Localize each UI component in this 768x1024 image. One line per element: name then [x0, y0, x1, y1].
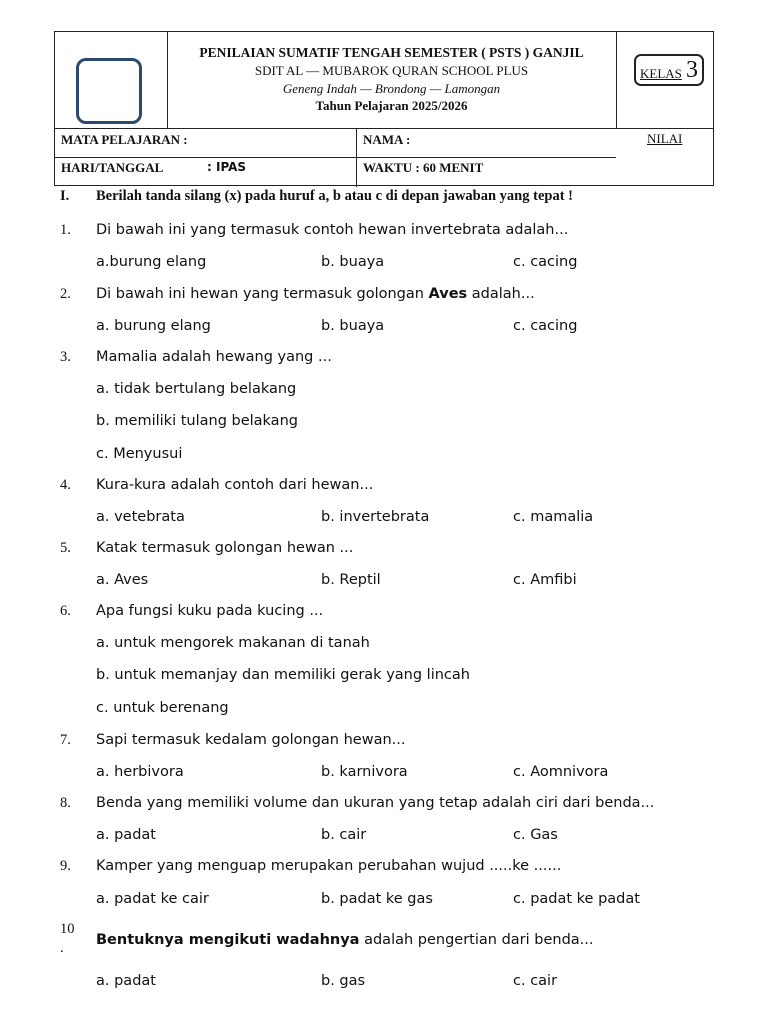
exam-title-block	[167, 32, 616, 128]
option-a[interactable]: a. padat	[96, 973, 156, 989]
option-a[interactable]: a. burung elang	[96, 318, 211, 334]
option-c[interactable]: c. Amfibi	[513, 572, 577, 588]
option-a[interactable]: a. untuk mengorek makanan di tanah	[96, 635, 370, 651]
question-number: 6.	[60, 603, 71, 619]
kelas-label: KELAS	[640, 66, 682, 81]
option-b[interactable]: b. buaya	[321, 318, 385, 334]
option-b[interactable]: b. invertebrata	[321, 509, 430, 525]
option-b[interactable]: b. buaya	[321, 254, 385, 270]
divider	[616, 128, 713, 129]
logo-cell	[55, 32, 168, 128]
divider	[356, 128, 357, 187]
option-a[interactable]: a.burung elang	[96, 254, 207, 270]
divider	[55, 157, 616, 158]
question-number: 5.	[60, 540, 71, 556]
option-c[interactable]: c. Menyusui	[96, 446, 183, 462]
option-a[interactable]: a. Aves	[96, 572, 149, 588]
question-text: Di bawah ini yang termasuk contoh hewan invertebrata adalah...	[96, 222, 569, 238]
question-text: Katak termasuk golongan hewan ...	[96, 540, 354, 556]
question-number: 1.	[60, 222, 71, 238]
option-c[interactable]: c. cacing	[513, 254, 578, 270]
school-address: Geneng Indah — Brondong — Lamongan	[282, 81, 501, 96]
option-b[interactable]: b. gas	[321, 973, 366, 989]
question-text-bold: Aves	[428, 286, 468, 302]
kelas-cell	[616, 32, 714, 128]
school-logo-placeholder	[76, 58, 142, 124]
option-a[interactable]: a. padat	[96, 827, 156, 843]
question-number: 9.	[60, 858, 71, 874]
question-text: Benda yang memiliki volume dan ukuran yang tetap adalah ciri dari benda...	[96, 795, 655, 811]
question-text: Kura-kura adalah contoh dari hewan...	[96, 477, 374, 493]
option-b[interactable]: b. padat ke gas	[321, 891, 433, 907]
kelas-value: 3	[686, 57, 698, 83]
mata-pelajaran-field[interactable]: MATA PELAJARAN :	[61, 132, 188, 147]
kelas-badge	[634, 54, 704, 86]
nilai-field[interactable]: NILAI	[647, 131, 683, 146]
waktu-field: WAKTU : 60 MENIT	[363, 160, 484, 175]
option-a[interactable]: a. padat ke cair	[96, 891, 209, 907]
question-text: Sapi termasuk kedalam golongan hewan...	[96, 732, 406, 748]
question-text-bold: Bentuknya mengikuti wadahnya	[96, 932, 360, 948]
question-number-dot: .	[60, 940, 64, 956]
question-text: Kamper yang menguap merupakan perubahan wujud .....ke ......	[96, 858, 562, 874]
option-c[interactable]: c. Gas	[513, 827, 558, 843]
question-text	[96, 286, 535, 302]
option-a[interactable]: a. vetebrata	[96, 509, 185, 525]
option-a[interactable]: a. herbivora	[96, 764, 184, 780]
option-b[interactable]: b. memiliki tulang belakang	[96, 413, 298, 429]
option-b[interactable]: b. karnivora	[321, 764, 408, 780]
exam-title: PENILAIAN SUMATIF TENGAH SEMESTER ( PSTS ) GANJIL	[199, 45, 584, 60]
option-b[interactable]: b. cair	[321, 827, 367, 843]
option-b[interactable]: b. Reptil	[321, 572, 381, 588]
hari-tanggal-label: HARI/TANGGAL	[61, 160, 164, 175]
question-text: Mamalia adalah hewang yang ...	[96, 349, 332, 365]
question-text-part: Di bawah ini hewan yang termasuk golongan	[96, 286, 429, 302]
academic-year: Tahun Pelajaran 2025/2026	[315, 98, 468, 113]
option-c[interactable]: c. cacing	[513, 318, 578, 334]
question-number: 4.	[60, 477, 71, 493]
question-text	[96, 932, 594, 948]
instruction-text: Berilah tanda silang (x) pada huruf a, b atau c di depan jawaban yang tepat !	[96, 188, 573, 204]
question-number: 7.	[60, 732, 71, 748]
option-a[interactable]: a. tidak bertulang belakang	[96, 381, 297, 397]
question-number: 2.	[60, 286, 71, 302]
option-b[interactable]: b. untuk memanjay dan memiliki gerak yang lincah	[96, 667, 470, 683]
option-c[interactable]: c. cair	[513, 973, 558, 989]
question-number: 3.	[60, 349, 71, 365]
question-text-part: adalah...	[467, 286, 535, 302]
question-number: 10	[60, 921, 75, 937]
divider	[55, 128, 616, 129]
question-text: Apa fungsi kuku pada kucing ...	[96, 603, 324, 619]
school-name: SDIT AL — MUBAROK QURAN SCHOOL PLUS	[254, 63, 529, 78]
exam-header	[54, 31, 714, 186]
hari-tanggal-value[interactable]: : IPAS	[207, 160, 247, 174]
question-number: 8.	[60, 795, 71, 811]
option-c[interactable]: c. Aomnivora	[513, 764, 609, 780]
question-text-part: adalah pengertian dari benda...	[359, 932, 594, 948]
option-c[interactable]: c. mamalia	[513, 509, 594, 525]
option-c[interactable]: c. untuk berenang	[96, 700, 229, 716]
option-c[interactable]: c. padat ke padat	[513, 891, 640, 907]
instruction-number: I.	[60, 188, 70, 204]
nama-field[interactable]: NAMA :	[363, 132, 411, 147]
